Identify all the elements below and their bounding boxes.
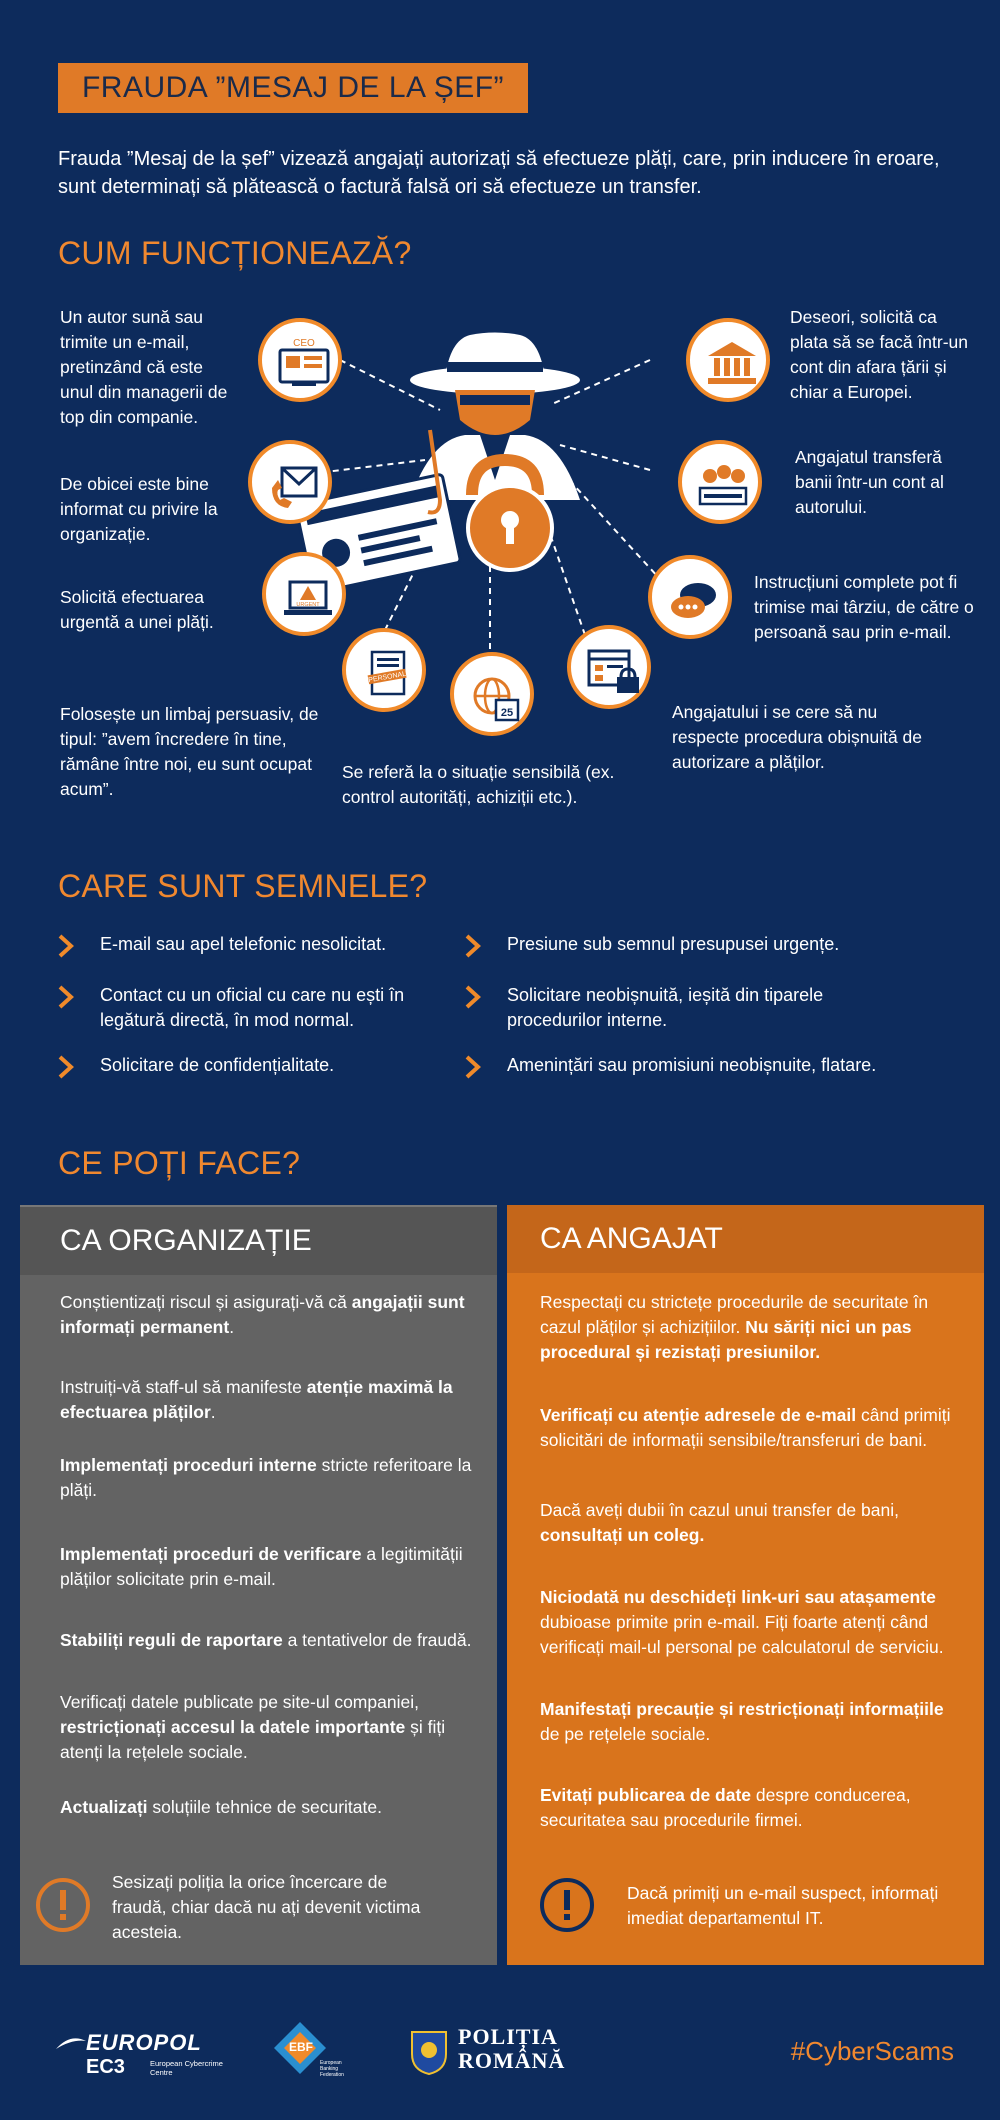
signs-heading: CARE SUNT SEMNELE? (58, 868, 428, 904)
action-item-text: . (229, 1317, 235, 1337)
personal-label: PERSONAL (367, 670, 407, 685)
chevron-right-icon (465, 985, 481, 1009)
phone-mail-icon (248, 440, 332, 524)
action-item (540, 1403, 960, 1453)
chevron-right-icon (58, 985, 74, 1009)
action-item-emphasis: angajații sunt informați permanent (60, 1292, 465, 1337)
page-title: FRAUDA ”MESAJ DE LA ȘEF” (58, 63, 528, 113)
action-item (60, 1453, 480, 1503)
ec3-label: EC3 (86, 2056, 125, 2078)
action-item (540, 1498, 960, 1548)
action-item-emphasis: Implementați proceduri interne (60, 1455, 317, 1475)
how-heading: CUM FUNCȚIONEAZĂ? (58, 235, 412, 271)
how-left-1: Un autor sună sau trimite un e-mail, pretinzând că este unul din managerii de top din companie. (60, 307, 228, 427)
action-item-emphasis: Stabiliți reguli de raportare (60, 1630, 283, 1650)
action-item (60, 1628, 480, 1653)
action-item-emphasis: Verificați cu atenție adresele de e-mail (540, 1405, 857, 1425)
action-item-emphasis: Actualizați (60, 1797, 148, 1817)
sign-right-3 (465, 1053, 925, 1078)
browser-lock-icon (567, 625, 651, 709)
employee-card (507, 1205, 984, 1965)
action-item-text: Respectați cu strictețe procedurile de securitate în cazul plăților și achizițiilor. (540, 1292, 929, 1337)
intro-text: Frauda ”Mesaj de la șef” vizează angajați autorizați să efectueze plăți, care, prin inducere în eroare, sunt determinați să plătească o factură falsă ori să efectueze un transfer. (58, 148, 940, 198)
employee-card-title: CA ANGAJAT (507, 1205, 984, 1273)
action-item-text: Verificați datele publicate pe site-ul companiei, (60, 1692, 419, 1712)
action-item-text: . (210, 1402, 216, 1422)
how-bottom: Se referă la o situație sensibilă (ex. control autorități, achiziții etc.). (342, 762, 615, 807)
chat-bubbles-icon (648, 555, 732, 639)
action-item (60, 1375, 480, 1425)
action-item (60, 1690, 480, 1765)
how-right-4: Angajatului i se cere să nu respecte procedura obișnuită de autorizare a plăților. (672, 702, 923, 772)
action-item-emphasis: Implementați proceduri de verificare (60, 1544, 362, 1564)
chevron-right-icon (465, 1055, 481, 1079)
action-item-emphasis: consultați un coleg. (540, 1525, 705, 1545)
action-item (540, 1697, 960, 1747)
action-item-text: când primiți solicitări de informații sensibile/transferuri de bani. (540, 1405, 951, 1450)
bank-icon (686, 318, 770, 402)
action-item-text: a tentativelor de fraudă. (282, 1630, 472, 1650)
action-item-emphasis: restricționați accesul la datele importante (60, 1717, 406, 1737)
sign-text: E-mail sau apel telefonic nesolicitat. (100, 934, 387, 954)
how-left-4: Folosește un limbaj persuasiv, de tipul: ”avem încredere în tine, rămâne între noi, eu sunt ocupat acum”. (60, 704, 319, 799)
ceo-email-icon (258, 318, 342, 402)
alert-icon (35, 1877, 91, 1933)
globe-calendar-icon (450, 652, 534, 736)
ec3-subtitle: European Cybercrime Centre (150, 2059, 223, 2077)
action-item (540, 1585, 960, 1660)
action-item-text: de pe rețelele sociale. (540, 1724, 711, 1744)
sign-right-2 (465, 983, 845, 1033)
action-item (60, 1542, 480, 1592)
sign-text: Amenințări sau promisiuni neobișnuite, flatare. (507, 1055, 877, 1075)
chevron-right-icon (465, 934, 481, 958)
action-item-emphasis: Niciodată nu deschideți link-uri sau atașamente (540, 1587, 936, 1607)
sign-text: Solicitare de confidențialitate. (100, 1055, 335, 1075)
action-item (60, 1795, 480, 1820)
ebf-logo (270, 2018, 350, 2088)
europol-label: EUROPOL (86, 2030, 202, 2055)
action-item (540, 1290, 960, 1365)
how-right-1: Deseori, solicită ca plata să se facă într-un cont din afara țării și chiar a Europei. (790, 307, 969, 402)
organization-card (20, 1205, 497, 1965)
coat-of-arms-icon (408, 2024, 450, 2076)
sign-text: Solicitare neobișnuită, ieșită din tiparele procedurilor interne. (507, 985, 824, 1030)
action-item (60, 1290, 480, 1340)
ceo-label: CEO (293, 338, 315, 349)
how-left-3: Solicită efectuarea urgentă a unei plăți. (60, 587, 214, 632)
action-item-emphasis: Evitați publicarea de date (540, 1785, 752, 1805)
sign-text: Presiune sub semnul presupusei urgențe. (507, 934, 840, 954)
how-right-3: Instrucțiuni complete pot fi trimise mai târziu, de către o persoană sau prin e-mail. (754, 572, 974, 642)
action-item-text: Instruiți-vă staff-ul să manifeste (60, 1377, 307, 1397)
action-item-emphasis: atenție maximă la efectuarea plăților (60, 1377, 453, 1422)
action-item-text: despre conducerea, securitatea sau procedurile firmei. (540, 1785, 911, 1830)
how-right-2: Angajatul transferă banii într-un cont al autorului. (795, 447, 944, 517)
organization-alert-text: Sesizați poliția la orice încercare de fraudă, chiar dacă nu ați devenit victima acesteia. (112, 1872, 421, 1942)
action-item-text: soluțiile tehnice de securitate. (147, 1797, 382, 1817)
action-item-text: a legitimității plăților solicitate prin e-mail. (60, 1544, 463, 1589)
urgent-laptop-icon (262, 552, 346, 636)
calendar-number: 25 (500, 707, 514, 719)
personal-document-icon (342, 628, 426, 712)
action-item (540, 1783, 960, 1833)
europol-swoosh-icon (56, 2035, 86, 2055)
sign-left-2 (58, 983, 438, 1033)
alert-icon (539, 1877, 595, 1933)
employee-alert-text: Dacă primiți un e-mail suspect, informați imediat departamentul IT. (627, 1883, 939, 1928)
action-item-text: Dacă aveți dubii în cazul unui transfer de bani, (540, 1500, 899, 1520)
action-item-emphasis: Manifestați precauție și restricționați informațiile (540, 1699, 944, 1719)
sign-text: Contact cu un oficial cu care nu ești în legătură directă, în mod normal. (100, 985, 405, 1030)
sign-right-1 (465, 932, 885, 957)
sign-left-1 (58, 932, 438, 957)
ebf-subtitle: European Banking Federation (320, 2060, 344, 2078)
organization-card-title: CA ORGANIZAȚIE (20, 1205, 497, 1275)
action-item-text: Conștientizați riscul și asigurați-vă că (60, 1292, 352, 1312)
money-stack-icon (678, 440, 762, 524)
chevron-right-icon (58, 1055, 74, 1079)
ebf-label: EBF (289, 2040, 313, 2054)
action-item-text: și fiți atenți la rețelele sociale. (60, 1717, 446, 1762)
hashtag: #CyberScams (790, 2036, 954, 2066)
action-item-emphasis: Nu săriți nici un pas procedural și rezistați presiunilor. (540, 1317, 912, 1362)
chevron-right-icon (58, 934, 74, 958)
action-item-text: stricte referitoare la plăți. (60, 1455, 472, 1500)
actions-heading: CE POȚI FACE? (58, 1145, 301, 1181)
politia-label: POLIȚIA (458, 2024, 558, 2049)
romana-label: ROMÂNĂ (458, 2048, 566, 2073)
action-item-text: dubioase primite prin e-mail. Fiți foarte atenți când verificați mail-ul personal pe calculatorul de serviciu. (540, 1612, 944, 1657)
how-left-2: De obicei este bine informat cu privire la organizație. (60, 474, 218, 544)
sign-left-3 (58, 1053, 438, 1078)
urgent-label: URGENT (296, 602, 320, 608)
